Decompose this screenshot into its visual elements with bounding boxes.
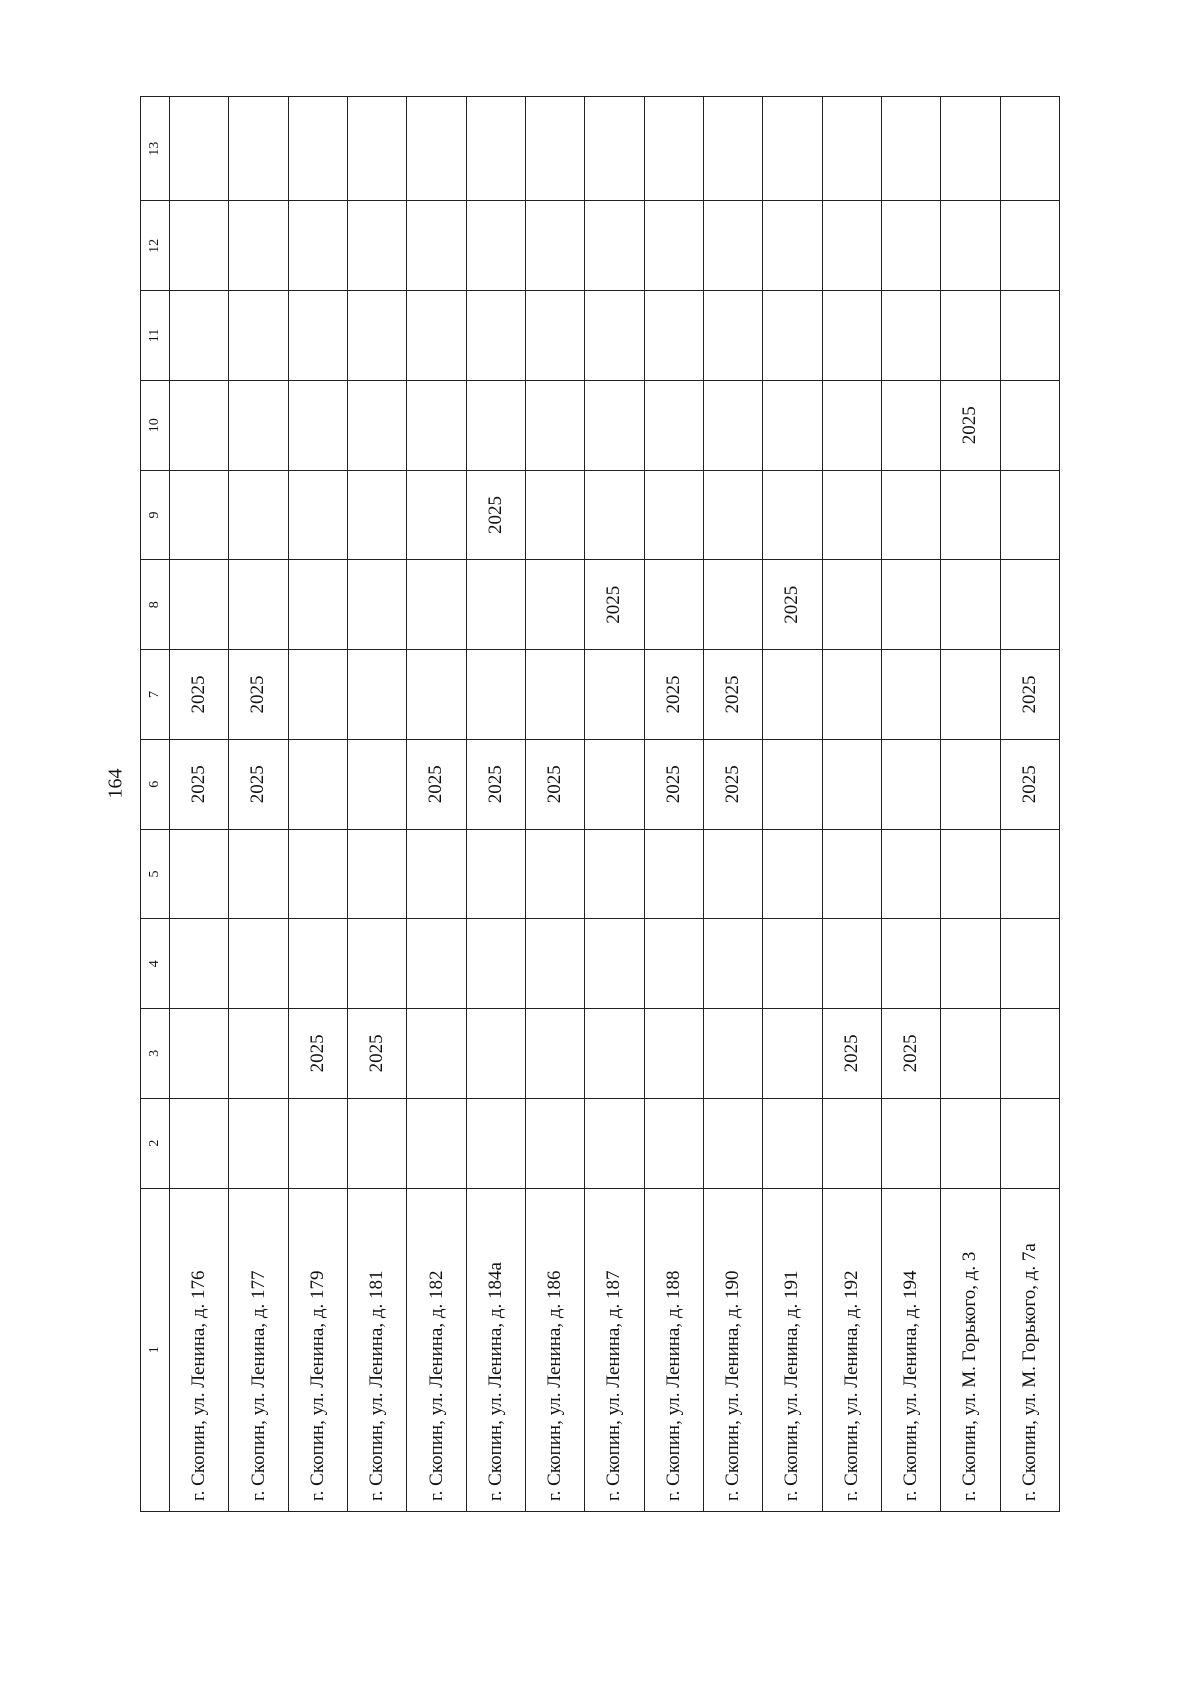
year-cell-col-10 [881, 380, 940, 470]
year-cell-col-2 [525, 1098, 584, 1188]
year-cell-col-3 [763, 1009, 822, 1099]
year-cell-col-12 [525, 201, 584, 291]
year-cell-col-11 [288, 291, 347, 381]
year-cell-col-9 [407, 470, 466, 560]
year-cell-col-12 [881, 201, 940, 291]
table-container [140, 96, 1060, 1512]
year-cell-col-13 [1000, 97, 1059, 201]
year-cell-col-10 [1000, 380, 1059, 470]
year-cell-col-5 [941, 829, 1000, 919]
year-cell-col-3: 2025 [288, 1009, 347, 1099]
year-cell-col-8 [941, 560, 1000, 650]
rotated-table-wrapper [140, 96, 1060, 1512]
year-cell-col-13 [347, 97, 406, 201]
year-cell-col-9 [1000, 470, 1059, 560]
year-cell-col-6 [881, 739, 940, 829]
year-cell-col-2 [170, 1098, 229, 1188]
year-cell-col-4 [585, 919, 644, 1009]
year-cell-col-13 [941, 97, 1000, 201]
year-cell-col-4 [288, 919, 347, 1009]
year-cell-col-3: 2025 [881, 1009, 940, 1099]
year-cell-col-8: 2025 [585, 560, 644, 650]
year-cell-col-9 [288, 470, 347, 560]
year-cell-col-3 [644, 1009, 703, 1099]
year-cell-col-3 [703, 1009, 762, 1099]
repair-schedule-table [140, 96, 1060, 1512]
year-cell-col-11 [525, 291, 584, 381]
table-row [229, 97, 288, 1512]
address-cell: г. Скопин, ул. Ленина, д. 190 [703, 1188, 762, 1511]
table-row [881, 97, 940, 1512]
year-cell-col-7 [881, 650, 940, 740]
year-cell-col-8 [229, 560, 288, 650]
year-cell-col-2 [466, 1098, 525, 1188]
year-cell-col-7 [585, 650, 644, 740]
year-cell-col-9: 2025 [466, 470, 525, 560]
year-cell-col-11 [229, 291, 288, 381]
table-row [585, 97, 644, 1512]
year-cell-col-13 [170, 97, 229, 201]
column-header-7: 7 [141, 650, 170, 740]
table-row [941, 97, 1000, 1512]
year-cell-col-11 [941, 291, 1000, 381]
year-cell-col-11 [763, 291, 822, 381]
column-header-10: 10 [141, 380, 170, 470]
year-cell-col-8 [170, 560, 229, 650]
year-cell-col-10 [466, 380, 525, 470]
year-cell-col-4 [466, 919, 525, 1009]
year-cell-col-13 [585, 97, 644, 201]
year-cell-col-13 [288, 97, 347, 201]
year-cell-col-8 [1000, 560, 1059, 650]
year-cell-col-4 [644, 919, 703, 1009]
year-cell-col-4 [822, 919, 881, 1009]
year-cell-col-9 [822, 470, 881, 560]
year-cell-col-6 [941, 739, 1000, 829]
address-cell: г. Скопин, ул. Ленина, д. 177 [229, 1188, 288, 1511]
year-cell-col-2 [347, 1098, 406, 1188]
address-cell: г. Скопин, ул. Ленина, д. 194 [881, 1188, 940, 1511]
year-cell-col-6 [763, 739, 822, 829]
year-cell-col-6: 2025 [229, 739, 288, 829]
column-header-1: 1 [141, 1188, 170, 1511]
year-cell-col-8: 2025 [763, 560, 822, 650]
year-cell-col-5 [170, 829, 229, 919]
year-cell-col-3: 2025 [347, 1009, 406, 1099]
year-cell-col-9 [881, 470, 940, 560]
year-cell-col-12 [288, 201, 347, 291]
year-cell-col-2 [703, 1098, 762, 1188]
year-cell-col-7: 2025 [229, 650, 288, 740]
year-cell-col-4 [941, 919, 1000, 1009]
year-cell-col-12 [585, 201, 644, 291]
year-cell-col-12 [347, 201, 406, 291]
year-cell-col-8 [881, 560, 940, 650]
year-cell-col-9 [170, 470, 229, 560]
year-cell-col-8 [525, 560, 584, 650]
table-row [525, 97, 584, 1512]
year-cell-col-4 [525, 919, 584, 1009]
year-cell-col-6 [822, 739, 881, 829]
column-header-11: 11 [141, 291, 170, 381]
year-cell-col-8 [703, 560, 762, 650]
year-cell-col-2 [822, 1098, 881, 1188]
address-cell: г. Скопин, ул. Ленина, д. 187 [585, 1188, 644, 1511]
year-cell-col-12 [407, 201, 466, 291]
year-cell-col-5 [347, 829, 406, 919]
year-cell-col-8 [407, 560, 466, 650]
year-cell-col-5 [407, 829, 466, 919]
year-cell-col-2 [941, 1098, 1000, 1188]
year-cell-col-11 [585, 291, 644, 381]
year-cell-col-10 [763, 380, 822, 470]
year-cell-col-10 [585, 380, 644, 470]
year-cell-col-7 [763, 650, 822, 740]
column-header-12: 12 [141, 201, 170, 291]
address-cell: г. Скопин, ул. Ленина, д. 181 [347, 1188, 406, 1511]
year-cell-col-2 [229, 1098, 288, 1188]
table-body [141, 97, 1060, 1512]
table-row [170, 97, 229, 1512]
year-cell-col-5 [525, 829, 584, 919]
year-cell-col-9 [941, 470, 1000, 560]
year-cell-col-12 [703, 201, 762, 291]
year-cell-col-10 [170, 380, 229, 470]
year-cell-col-3 [229, 1009, 288, 1099]
year-cell-col-10 [407, 380, 466, 470]
year-cell-col-9 [347, 470, 406, 560]
year-cell-col-5 [229, 829, 288, 919]
address-cell: г. Скопин, ул. Ленина, д. 192 [822, 1188, 881, 1511]
year-cell-col-6 [585, 739, 644, 829]
address-cell: г. Скопин, ул. Ленина, д. 182 [407, 1188, 466, 1511]
year-cell-col-10 [703, 380, 762, 470]
table-row [288, 97, 347, 1512]
year-cell-col-2 [407, 1098, 466, 1188]
year-cell-col-4 [703, 919, 762, 1009]
year-cell-col-3: 2025 [822, 1009, 881, 1099]
table-row [347, 97, 406, 1512]
address-cell: г. Скопин, ул. Ленина, д. 191 [763, 1188, 822, 1511]
year-cell-col-13 [466, 97, 525, 201]
year-cell-col-8 [347, 560, 406, 650]
column-header-13: 13 [141, 97, 170, 201]
year-cell-col-13 [525, 97, 584, 201]
year-cell-col-4 [763, 919, 822, 1009]
column-header-4: 4 [141, 919, 170, 1009]
year-cell-col-13 [229, 97, 288, 201]
year-cell-col-12 [466, 201, 525, 291]
year-cell-col-2 [644, 1098, 703, 1188]
year-cell-col-7 [822, 650, 881, 740]
year-cell-col-3 [1000, 1009, 1059, 1099]
year-cell-col-9 [585, 470, 644, 560]
address-cell: г. Скопин, ул. Ленина, д. 188 [644, 1188, 703, 1511]
year-cell-col-11 [881, 291, 940, 381]
year-cell-col-13 [763, 97, 822, 201]
year-cell-col-5 [822, 829, 881, 919]
year-cell-col-4 [170, 919, 229, 1009]
year-cell-col-6: 2025 [525, 739, 584, 829]
year-cell-col-6: 2025 [407, 739, 466, 829]
year-cell-col-6: 2025 [170, 739, 229, 829]
year-cell-col-7 [525, 650, 584, 740]
year-cell-col-12 [170, 201, 229, 291]
year-cell-col-10 [347, 380, 406, 470]
year-cell-col-12 [941, 201, 1000, 291]
year-cell-col-13 [644, 97, 703, 201]
year-cell-col-7 [466, 650, 525, 740]
year-cell-col-12 [644, 201, 703, 291]
address-cell: г. Скопин, ул. М. Горького, д. 7а [1000, 1188, 1059, 1511]
year-cell-col-3 [466, 1009, 525, 1099]
address-cell: г. Скопин, ул. Ленина, д. 176 [170, 1188, 229, 1511]
column-header-3: 3 [141, 1009, 170, 1099]
column-header-9: 9 [141, 470, 170, 560]
year-cell-col-7 [288, 650, 347, 740]
year-cell-col-6 [347, 739, 406, 829]
year-cell-col-9 [763, 470, 822, 560]
year-cell-col-6: 2025 [644, 739, 703, 829]
address-cell: г. Скопин, ул. Ленина, д. 184а [466, 1188, 525, 1511]
year-cell-col-11 [703, 291, 762, 381]
page-number: 164 [104, 768, 127, 799]
year-cell-col-10 [525, 380, 584, 470]
year-cell-col-4 [347, 919, 406, 1009]
year-cell-col-9 [229, 470, 288, 560]
year-cell-col-11 [644, 291, 703, 381]
year-cell-col-8 [288, 560, 347, 650]
column-header-2: 2 [141, 1098, 170, 1188]
year-cell-col-10 [288, 380, 347, 470]
year-cell-col-11 [407, 291, 466, 381]
year-cell-col-9 [525, 470, 584, 560]
year-cell-col-2 [288, 1098, 347, 1188]
year-cell-col-2 [1000, 1098, 1059, 1188]
year-cell-col-10 [822, 380, 881, 470]
year-cell-col-11 [1000, 291, 1059, 381]
year-cell-col-3 [941, 1009, 1000, 1099]
year-cell-col-5 [763, 829, 822, 919]
year-cell-col-10 [644, 380, 703, 470]
year-cell-col-9 [703, 470, 762, 560]
year-cell-col-5 [585, 829, 644, 919]
table-row [763, 97, 822, 1512]
year-cell-col-9 [644, 470, 703, 560]
year-cell-col-10: 2025 [941, 380, 1000, 470]
address-cell: г. Скопин, ул. Ленина, д. 186 [525, 1188, 584, 1511]
table-row [1000, 97, 1059, 1512]
year-cell-col-5 [288, 829, 347, 919]
year-cell-col-12 [822, 201, 881, 291]
year-cell-col-12 [229, 201, 288, 291]
table-row [407, 97, 466, 1512]
column-header-6: 6 [141, 739, 170, 829]
year-cell-col-5 [644, 829, 703, 919]
column-header-8: 8 [141, 560, 170, 650]
year-cell-col-11 [822, 291, 881, 381]
year-cell-col-5 [466, 829, 525, 919]
year-cell-col-13 [407, 97, 466, 201]
year-cell-col-5 [881, 829, 940, 919]
table-row [466, 97, 525, 1512]
year-cell-col-7: 2025 [644, 650, 703, 740]
year-cell-col-12 [1000, 201, 1059, 291]
year-cell-col-8 [822, 560, 881, 650]
year-cell-col-7: 2025 [170, 650, 229, 740]
year-cell-col-13 [881, 97, 940, 201]
year-cell-col-7 [347, 650, 406, 740]
year-cell-col-3 [525, 1009, 584, 1099]
year-cell-col-4 [229, 919, 288, 1009]
address-cell: г. Скопин, ул. М. Горького, д. 3 [941, 1188, 1000, 1511]
year-cell-col-6: 2025 [466, 739, 525, 829]
table-row [703, 97, 762, 1512]
year-cell-col-4 [407, 919, 466, 1009]
year-cell-col-6: 2025 [1000, 739, 1059, 829]
year-cell-col-3 [407, 1009, 466, 1099]
address-cell: г. Скопин, ул. Ленина, д. 179 [288, 1188, 347, 1511]
year-cell-col-3 [585, 1009, 644, 1099]
year-cell-col-4 [1000, 919, 1059, 1009]
year-cell-col-13 [822, 97, 881, 201]
year-cell-col-11 [170, 291, 229, 381]
column-header-5: 5 [141, 829, 170, 919]
year-cell-col-2 [763, 1098, 822, 1188]
header-row [141, 97, 170, 1512]
year-cell-col-13 [703, 97, 762, 201]
year-cell-col-7 [941, 650, 1000, 740]
year-cell-col-4 [881, 919, 940, 1009]
year-cell-col-5 [703, 829, 762, 919]
year-cell-col-11 [466, 291, 525, 381]
year-cell-col-11 [347, 291, 406, 381]
year-cell-col-12 [763, 201, 822, 291]
table-row [822, 97, 881, 1512]
table-row [644, 97, 703, 1512]
year-cell-col-6 [288, 739, 347, 829]
year-cell-col-2 [585, 1098, 644, 1188]
year-cell-col-5 [1000, 829, 1059, 919]
year-cell-col-8 [466, 560, 525, 650]
year-cell-col-6: 2025 [703, 739, 762, 829]
year-cell-col-2 [881, 1098, 940, 1188]
year-cell-col-7: 2025 [1000, 650, 1059, 740]
year-cell-col-7: 2025 [703, 650, 762, 740]
year-cell-col-8 [644, 560, 703, 650]
year-cell-col-3 [170, 1009, 229, 1099]
year-cell-col-7 [407, 650, 466, 740]
year-cell-col-10 [229, 380, 288, 470]
